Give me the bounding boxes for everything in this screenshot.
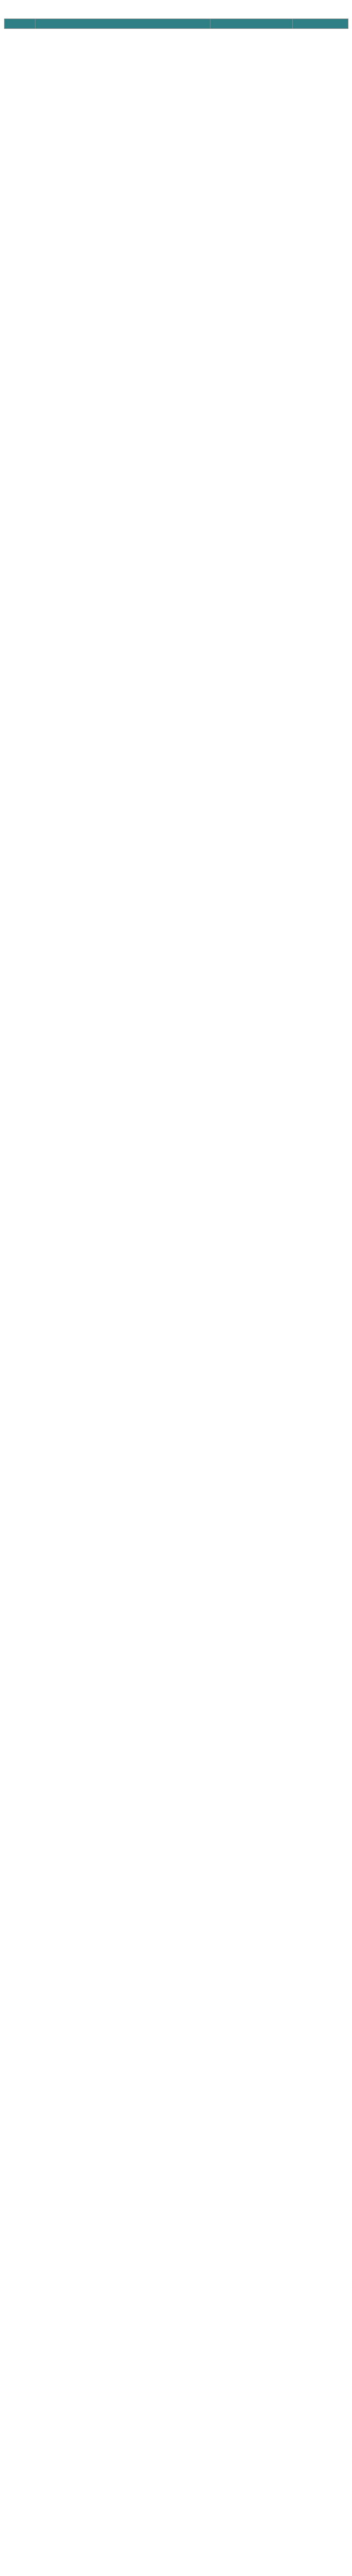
document-title (4, 5, 348, 19)
header-sequence-number (5, 19, 36, 29)
credit-list-table (4, 19, 348, 29)
header-company-name (36, 19, 210, 29)
table-header-row (5, 19, 348, 29)
header-credit-years (210, 19, 293, 29)
header-credit-count (293, 19, 348, 29)
